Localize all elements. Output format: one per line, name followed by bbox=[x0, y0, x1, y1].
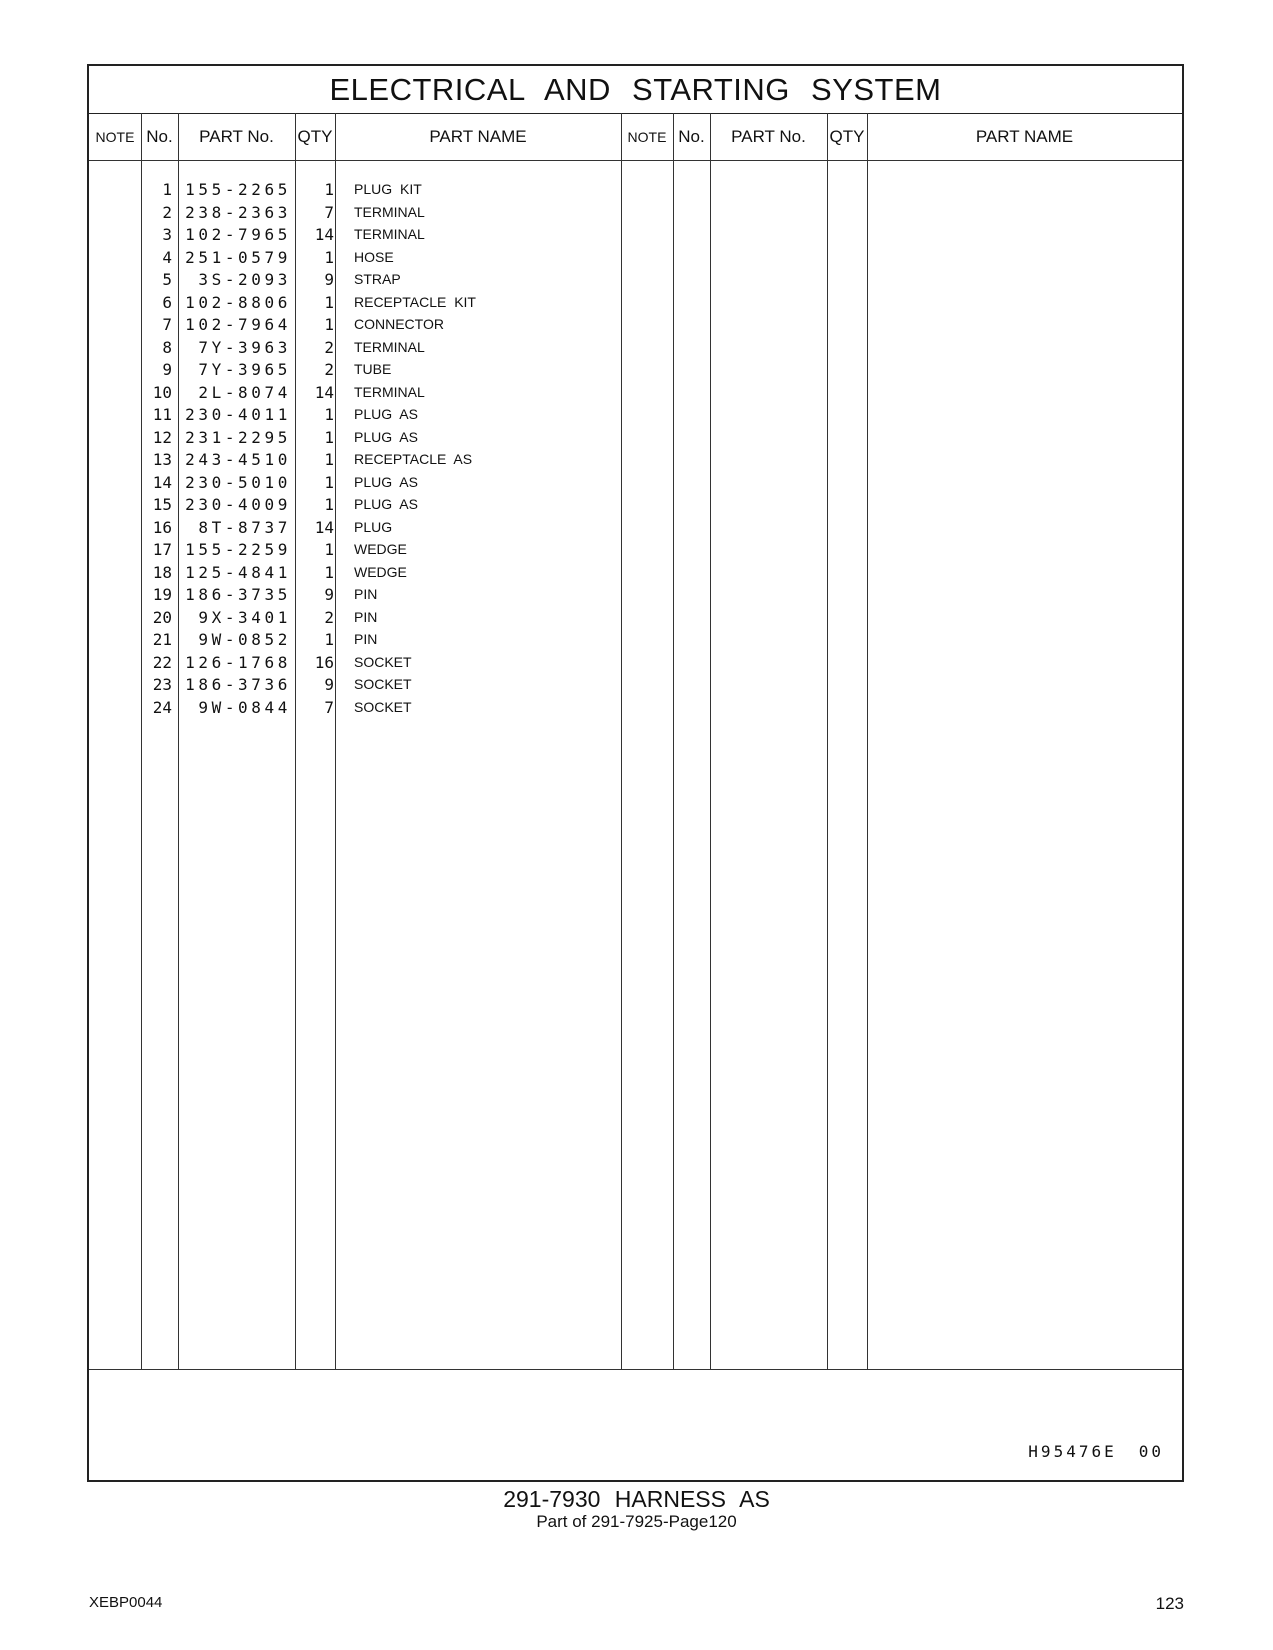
header-rule bbox=[89, 160, 1182, 161]
part-number: 8T-8737 bbox=[198, 517, 291, 537]
part-number: 102-8806 bbox=[185, 292, 291, 312]
quantity: 1 bbox=[324, 450, 334, 469]
table-bottom-rule bbox=[89, 1369, 1182, 1370]
table-row bbox=[89, 268, 1182, 291]
item-number: 21 bbox=[152, 630, 172, 649]
item-number: 2 bbox=[162, 202, 172, 222]
quantity: 7 bbox=[324, 202, 334, 222]
table-row bbox=[89, 291, 1182, 314]
item-number: 12 bbox=[152, 427, 172, 447]
part-name: SOCKET bbox=[354, 653, 412, 670]
table-row bbox=[89, 381, 1182, 404]
part-number: 7Y-3963 bbox=[198, 337, 291, 357]
part-name: PLUG bbox=[354, 518, 393, 535]
part-number: 251-0579 bbox=[185, 247, 291, 267]
table-row bbox=[89, 561, 1182, 584]
quantity: 1 bbox=[324, 315, 334, 334]
item-number: 14 bbox=[152, 472, 172, 492]
header-part-no-left: PART No. bbox=[199, 127, 274, 146]
header-qty-left: QTY bbox=[297, 127, 333, 146]
table-row bbox=[89, 313, 1182, 336]
table-row bbox=[89, 178, 1182, 201]
item-number: 3 bbox=[162, 225, 172, 244]
part-number: 155-2259 bbox=[185, 540, 291, 559]
part-number: 126-1768 bbox=[185, 652, 291, 672]
part-number: 102-7965 bbox=[185, 225, 291, 244]
quantity: 1 bbox=[324, 405, 334, 424]
item-number: 16 bbox=[152, 517, 172, 537]
quantity: 1 bbox=[324, 427, 334, 447]
parts-table-frame bbox=[87, 64, 1184, 1482]
table-row bbox=[89, 628, 1182, 651]
part-name: HOSE bbox=[354, 248, 394, 265]
item-number: 10 bbox=[152, 382, 172, 402]
table-row bbox=[89, 223, 1182, 246]
part-number: 238-2363 bbox=[185, 202, 291, 222]
quantity: 1 bbox=[324, 472, 334, 492]
item-number: 17 bbox=[152, 540, 172, 559]
table-row bbox=[89, 336, 1182, 359]
item-number: 8 bbox=[162, 337, 172, 357]
part-name: SOCKET bbox=[354, 698, 412, 715]
part-name: STRAP bbox=[354, 271, 401, 287]
table-row bbox=[89, 493, 1182, 516]
item-number: 19 bbox=[152, 585, 172, 604]
part-name: PIN bbox=[354, 631, 378, 647]
part-number: 230-4011 bbox=[185, 405, 291, 424]
header-no-right: No. bbox=[678, 127, 705, 146]
quantity: 7 bbox=[324, 697, 334, 717]
table-row bbox=[89, 696, 1182, 719]
part-name: PIN bbox=[354, 586, 378, 602]
item-number: 5 bbox=[162, 270, 172, 289]
document-id: XEBP0044 bbox=[89, 1594, 163, 1611]
part-name: PLUG AS bbox=[354, 428, 418, 445]
part-number: 9W-0844 bbox=[198, 697, 291, 717]
quantity: 2 bbox=[324, 337, 334, 357]
part-name: PIN bbox=[354, 608, 378, 625]
item-number: 6 bbox=[162, 292, 172, 312]
part-number: 9X-3401 bbox=[198, 607, 291, 627]
table-row bbox=[89, 471, 1182, 494]
quantity: 9 bbox=[324, 585, 334, 604]
assembly-subcaption: Part of 291-7925-Page120 bbox=[536, 1512, 737, 1531]
part-name: RECEPTACLE AS bbox=[354, 451, 473, 467]
part-number: 155-2265 bbox=[185, 180, 291, 199]
part-number: 125-4841 bbox=[185, 562, 291, 582]
part-number: 3S-2093 bbox=[198, 270, 291, 289]
header-qty-right: QTY bbox=[829, 127, 865, 146]
table-row bbox=[89, 651, 1182, 674]
quantity: 2 bbox=[324, 360, 334, 379]
drawing-code bbox=[1028, 1442, 1164, 1461]
item-number: 1 bbox=[162, 180, 172, 199]
quantity: 2 bbox=[324, 607, 334, 627]
quantity: 14 bbox=[314, 517, 334, 537]
part-name: TUBE bbox=[354, 361, 392, 377]
table-row bbox=[89, 358, 1182, 381]
item-number: 7 bbox=[162, 315, 172, 334]
table-row bbox=[89, 538, 1182, 561]
item-number: 15 bbox=[152, 495, 172, 514]
table-row bbox=[89, 201, 1182, 224]
table-row bbox=[89, 246, 1182, 269]
part-name: PLUG AS bbox=[354, 473, 418, 490]
item-number: 4 bbox=[162, 247, 172, 267]
part-number: 186-3735 bbox=[185, 585, 291, 604]
quantity: 1 bbox=[324, 292, 334, 312]
drawing-number: H95476E bbox=[1028, 1442, 1117, 1461]
table-row bbox=[89, 606, 1182, 629]
part-name: TERMINAL bbox=[354, 383, 425, 400]
item-number: 22 bbox=[152, 652, 172, 672]
page-number: 123 bbox=[1155, 1594, 1184, 1613]
header-note-left: NOTE bbox=[95, 129, 135, 145]
part-name: SOCKET bbox=[354, 676, 412, 692]
header-part-name-right: PART NAME bbox=[975, 127, 1074, 146]
part-number: 9W-0852 bbox=[198, 630, 291, 649]
part-number: 7Y-3965 bbox=[198, 360, 291, 379]
part-name: RECEPTACLE KIT bbox=[354, 293, 476, 310]
part-name: PLUG KIT bbox=[354, 181, 422, 197]
part-number: 102-7964 bbox=[185, 315, 291, 334]
item-number: 20 bbox=[152, 607, 172, 627]
quantity: 14 bbox=[314, 225, 334, 244]
quantity: 14 bbox=[314, 382, 334, 402]
table-row bbox=[89, 583, 1182, 606]
header-part-no-right: PART No. bbox=[731, 127, 806, 146]
header-part-name-left: PART NAME bbox=[429, 127, 527, 146]
item-number: 18 bbox=[152, 562, 172, 582]
table-row bbox=[89, 403, 1182, 426]
item-number: 9 bbox=[162, 360, 172, 379]
quantity: 1 bbox=[324, 180, 334, 199]
table-row bbox=[89, 448, 1182, 471]
quantity: 1 bbox=[324, 630, 334, 649]
header-note-right: NOTE bbox=[627, 129, 667, 145]
quantity: 9 bbox=[324, 270, 334, 289]
section-title: ELECTRICAL AND STARTING SYSTEM bbox=[89, 66, 1182, 114]
part-name: WEDGE bbox=[354, 541, 407, 557]
quantity: 9 bbox=[324, 675, 334, 694]
table-row bbox=[89, 673, 1182, 696]
part-number: 243-4510 bbox=[185, 450, 291, 469]
item-number: 23 bbox=[152, 675, 172, 694]
part-name: CONNECTOR bbox=[354, 316, 444, 332]
part-name: PLUG AS bbox=[354, 406, 418, 422]
quantity: 1 bbox=[324, 247, 334, 267]
item-number: 11 bbox=[152, 405, 172, 424]
quantity: 1 bbox=[324, 495, 334, 514]
part-name: PLUG AS bbox=[354, 496, 418, 512]
drawing-revision: 00 bbox=[1138, 1442, 1164, 1461]
part-name: TERMINAL bbox=[354, 203, 425, 220]
quantity: 1 bbox=[324, 540, 334, 559]
header-no-left: No. bbox=[146, 127, 173, 146]
part-name: WEDGE bbox=[354, 563, 407, 580]
part-number: 2L-8074 bbox=[198, 382, 291, 402]
part-name: TERMINAL bbox=[354, 338, 425, 355]
quantity: 1 bbox=[324, 562, 334, 582]
table-row bbox=[89, 426, 1182, 449]
quantity: 16 bbox=[314, 652, 334, 672]
part-number: 186-3736 bbox=[185, 675, 291, 694]
item-number: 13 bbox=[152, 450, 172, 469]
table-row bbox=[89, 516, 1182, 539]
part-number: 231-2295 bbox=[185, 427, 291, 447]
assembly-caption: 291-7930 HARNESS AS bbox=[503, 1486, 770, 1512]
item-number: 24 bbox=[152, 697, 172, 717]
part-number: 230-5010 bbox=[185, 472, 291, 492]
part-number: 230-4009 bbox=[185, 495, 291, 514]
part-name: TERMINAL bbox=[354, 226, 425, 242]
